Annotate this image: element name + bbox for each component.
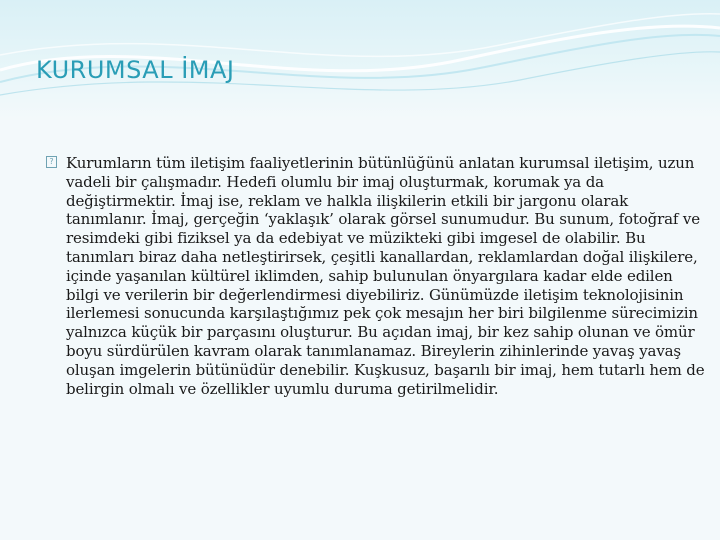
slide-title: KURUMSAL İMAJ bbox=[36, 56, 235, 84]
body-text: Kurumların tüm iletişim faaliyetlerinin bütünlüğünü anlatan kurumsal iletişim, uzun vadeli bir çalışmadır. Hedefi olumlu bir imaj oluşturmak, korumak ya da değiştirmektir. İmaj ise, reklam ve halkla ilişkilerin etkili bir jargonu olarak tanımlanır. İmaj, gerçeğin ‘yaklaşık’ olarak görsel sunumudur. Bu sunum, fotoğraf ve resimdeki gibi fiziksel ya da edebiyat ve müzikteki gibi imgesel de olabilir. Bu tanımları biraz daha netleştirirsek, çeşitli kanallardan, reklamlardan doğal ilişkilere, içinde yaşanılan kültürel iklimden, sahip bulunulan önyargılara kadar elde edilen bilgi ve verilerin bir değerlendirmesi diyebiliriz. Günümüzde iletişim teknolojisinin ilerlemesi sonucunda karşılaştığımız pek çok mesajın her biri bilgilenme sürecimizin yalnızca küçük bir parçasını oluşturur. Bu açıdan imaj, bir kez sahip olunan ve ömür boyu sürdürülen kavram olarak tanımlanamaz. Bireylerin zihinlerinde yavaş yavaş oluşan imgelerin bütünüdür denebilir. Kuşkusuz, başarılı bir imaj, hem tutarlı hem de belirgin olmalı ve özellikler uyumlu duruma getirilmelidir. bbox=[66, 154, 705, 398]
bullet-icon: ? bbox=[46, 156, 57, 168]
body-paragraph bbox=[46, 154, 706, 398]
